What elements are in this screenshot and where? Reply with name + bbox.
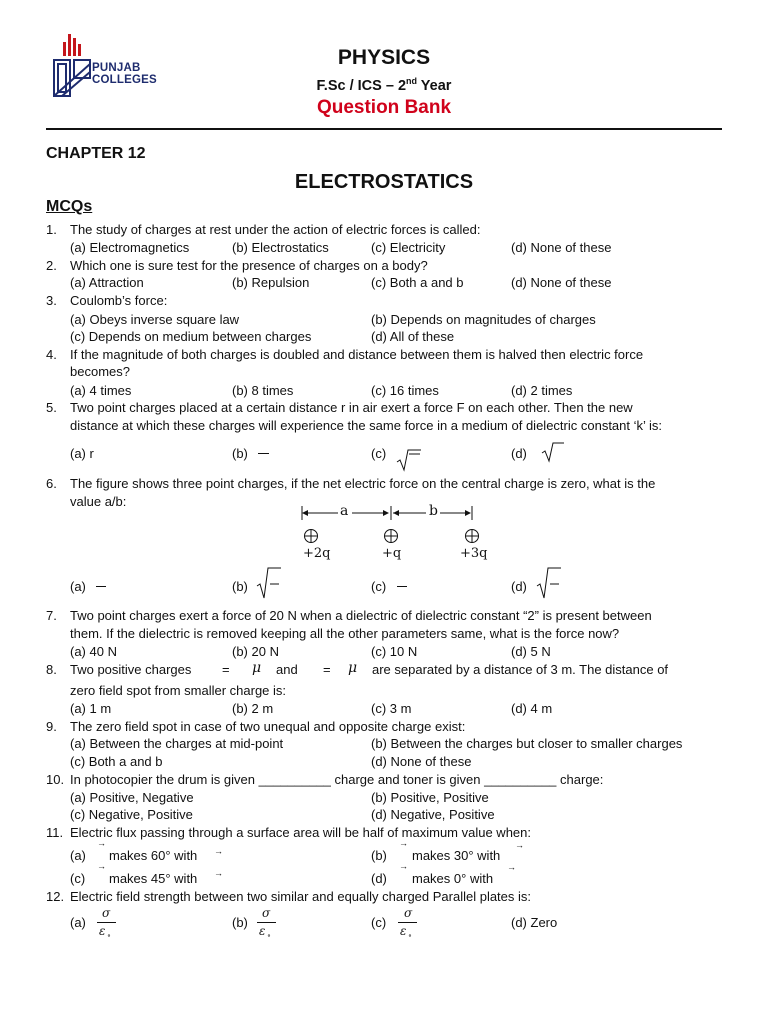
sigma-symbol: σ: [102, 906, 111, 920]
q1-text: The study of charges at rest under the action of electric forces is called:: [70, 222, 481, 237]
vector-arrow-icon: →: [507, 862, 516, 872]
q8-text-line2: zero field spot from smaller charge is:: [70, 683, 287, 698]
q11-option-d-text: makes 0° with: [412, 871, 494, 886]
q4-text-line1: If the magnitude of both charges is doubled and distance between them is halved then electric force: [70, 347, 644, 362]
epsilon-subscript: ∘: [408, 931, 412, 940]
q2-number: 2.: [46, 258, 57, 273]
q5-option-b-fraction-bar: [258, 453, 269, 454]
q5-option-c-radical-icon: [396, 448, 422, 472]
sigma-symbol: σ: [262, 906, 271, 920]
vector-arrow-icon: →: [399, 838, 408, 848]
q3-option-a: (a) Obeys inverse square law: [70, 312, 240, 327]
q11-number: 11.: [46, 825, 64, 840]
q4-text-line2: becomes?: [70, 364, 130, 379]
q7-text-line2: them. If the dielectric is removed keeping all the other parameters same, what is the force now?: [70, 626, 620, 641]
q4-option-c: (c) 16 times: [371, 383, 439, 398]
header-divider: [46, 128, 722, 130]
charge-1-label: +2q: [303, 546, 331, 561]
epsilon-subscript: ∘: [107, 931, 111, 940]
q6-option-b: (b): [232, 579, 248, 594]
section-heading: MCQs: [46, 198, 93, 215]
fraction-bar: [97, 922, 116, 923]
q2-option-a: (a) Attraction: [70, 275, 144, 290]
q8-equals-2: =: [323, 662, 331, 677]
charge-3-label: +3q: [460, 546, 488, 561]
vector-arrow-icon: →: [214, 846, 223, 856]
q8-option-d: (d) 4 m: [511, 701, 553, 716]
q9-option-d: (d) None of these: [371, 754, 472, 769]
q5-option-d-radical-icon: [541, 441, 565, 463]
q9-number: 9.: [46, 719, 57, 734]
q5-option-b: (b): [232, 446, 248, 461]
q8-option-a: (a) 1 m: [70, 701, 112, 716]
vector-arrow-icon: →: [515, 840, 524, 850]
q10-option-a: (a) Positive, Negative: [70, 790, 194, 805]
q8-mu-2: μ: [348, 660, 358, 676]
vector-arrow-icon: →: [399, 861, 408, 871]
q2-option-c: (c) Both a and b: [371, 275, 464, 290]
q6-number: 6.: [46, 476, 57, 491]
subject-heading: PHYSICS: [337, 46, 431, 69]
q8-text-part2: are separated by a distance of 3 m. The distance of: [372, 662, 669, 677]
q7-option-d: (d) 5 N: [511, 644, 551, 659]
q6-option-d: (d): [511, 579, 527, 594]
vector-arrow-icon: →: [97, 861, 106, 871]
q8-and: and: [276, 662, 298, 677]
q7-number: 7.: [46, 608, 57, 623]
epsilon-symbol: ε: [259, 924, 266, 938]
q1-number: 1.: [46, 222, 57, 237]
distance-b-label: b: [429, 503, 438, 519]
q8-number: 8.: [46, 662, 57, 677]
q11-option-a-text: makes 60° with: [109, 848, 198, 863]
q4-option-a: (a) 4 times: [70, 383, 132, 398]
q9-option-c: (c) Both a and b: [70, 754, 163, 769]
q7-option-c: (c) 10 N: [371, 644, 418, 659]
q5-option-c: (c): [371, 446, 387, 461]
q11-option-b-label: (b): [371, 848, 387, 863]
class-suffix: Year: [417, 77, 452, 94]
q11-option-d-label: (d): [371, 871, 387, 886]
epsilon-subscript: ∘: [267, 931, 271, 940]
q6-option-a: (a): [70, 579, 86, 594]
chapter-title: ELECTROSTATICS: [294, 171, 474, 193]
logo-text-line2: COLLEGES: [92, 74, 157, 86]
q6-text-line1: The figure shows three point charges, if the net electric force on the central charge is zero, what is the: [70, 476, 656, 491]
q8-option-b: (b) 2 m: [232, 701, 274, 716]
q2-option-b: (b) Repulsion: [232, 275, 310, 290]
question-bank-heading: Question Bank: [316, 97, 452, 118]
three-charges-figure: [300, 502, 496, 566]
q10-option-b: (b) Positive, Positive: [371, 790, 489, 805]
q1-option-c: (c) Electricity: [371, 240, 446, 255]
q5-option-a: (a) r: [70, 446, 94, 461]
q6-option-c-fraction-bar: [397, 586, 407, 587]
q3-number: 3.: [46, 293, 57, 308]
q11-option-a-label: (a): [70, 848, 86, 863]
q10-option-d: (d) Negative, Positive: [371, 807, 495, 822]
class-prefix: F.Sc / ICS – 2: [316, 77, 407, 94]
q12-text: Electric field strength between two similar and equally charged Parallel plates is:: [70, 889, 532, 904]
q11-option-c-text: makes 45° with: [109, 871, 198, 886]
q6-option-b-radical-icon: [256, 566, 282, 600]
charge-2-label: +q: [382, 546, 402, 561]
q11-option-c-label: (c): [70, 871, 86, 886]
q9-option-b: (b) Between the charges but closer to smaller charges: [371, 736, 683, 751]
q9-text: The zero field spot in case of two unequal and opposite charge exist:: [70, 719, 466, 734]
q8-equals-1: =: [222, 662, 230, 677]
q10-number: 10.: [46, 772, 65, 787]
distance-a-label: a: [340, 503, 349, 519]
q12-number: 12.: [46, 889, 65, 904]
epsilon-symbol: ε: [400, 924, 407, 938]
q12-option-a: (a): [70, 915, 86, 930]
q1-option-a: (a) Electromagnetics: [70, 240, 190, 255]
vector-arrow-icon: →: [97, 838, 106, 848]
q8-text-part1: Two positive charges: [70, 662, 192, 677]
q6-option-d-radical-icon: [536, 566, 562, 600]
q11-text: Electric flux passing through a surface area will be half of maximum value when:: [70, 825, 531, 840]
fraction-bar: [257, 922, 276, 923]
q10-text: In photocopier the drum is given __________ charge and toner is given __________ charge:: [70, 772, 604, 787]
q2-option-d: (d) None of these: [511, 275, 612, 290]
q12-option-b: (b): [232, 915, 248, 930]
class-sup: nd: [406, 76, 418, 86]
q4-option-d: (d) 2 times: [511, 383, 573, 398]
q6-option-c: (c): [371, 579, 387, 594]
fraction-bar: [398, 922, 417, 923]
logo-text-line1: PUNJAB: [92, 62, 141, 74]
q5-text-line1: Two point charges placed at a certain distance r in air exert a force F on each other. Then the new: [70, 400, 633, 415]
q7-option-a: (a) 40 N: [70, 644, 117, 659]
vector-arrow-icon: →: [214, 868, 223, 878]
q4-option-b: (b) 8 times: [232, 383, 294, 398]
q11-option-b-text: makes 30° with: [412, 848, 501, 863]
q3-option-b: (b) Depends on magnitudes of charges: [371, 312, 596, 327]
q5-text-line2: distance at which these charges will experience the same force in a medium of dielectric constant ‘k’ is:: [70, 418, 663, 433]
q8-mu-1: μ: [252, 660, 262, 676]
chapter-label: CHAPTER 12: [46, 145, 146, 162]
q8-option-c: (c) 3 m: [371, 701, 412, 716]
q9-option-a: (a) Between the charges at mid-point: [70, 736, 284, 751]
q2-text: Which one is sure test for the presence of charges on a body?: [70, 258, 428, 273]
q3-text: Coulomb’s force:: [70, 293, 168, 308]
q7-option-b: (b) 20 N: [232, 644, 279, 659]
q4-number: 4.: [46, 347, 57, 362]
q3-option-d: (d) All of these: [371, 329, 455, 344]
q1-option-d: (d) None of these: [511, 240, 612, 255]
q10-option-c: (c) Negative, Positive: [70, 807, 193, 822]
q5-number: 5.: [46, 400, 57, 415]
q12-option-c: (c): [371, 915, 387, 930]
q7-text-line1: Two point charges exert a force of 20 N when a dielectric of dielectric constant “2” is present between: [70, 608, 652, 623]
q3-option-c: (c) Depends on medium between charges: [70, 329, 312, 344]
class-heading: [0, 76, 768, 94]
q6-text-line2: value a/b:: [70, 494, 127, 509]
q1-option-b: (b) Electrostatics: [232, 240, 329, 255]
q6-option-a-fraction-bar: [96, 586, 106, 587]
sigma-symbol: σ: [404, 906, 413, 920]
epsilon-symbol: ε: [99, 924, 106, 938]
q5-option-d: (d): [511, 446, 527, 461]
q12-option-d: (d) Zero: [511, 915, 558, 930]
